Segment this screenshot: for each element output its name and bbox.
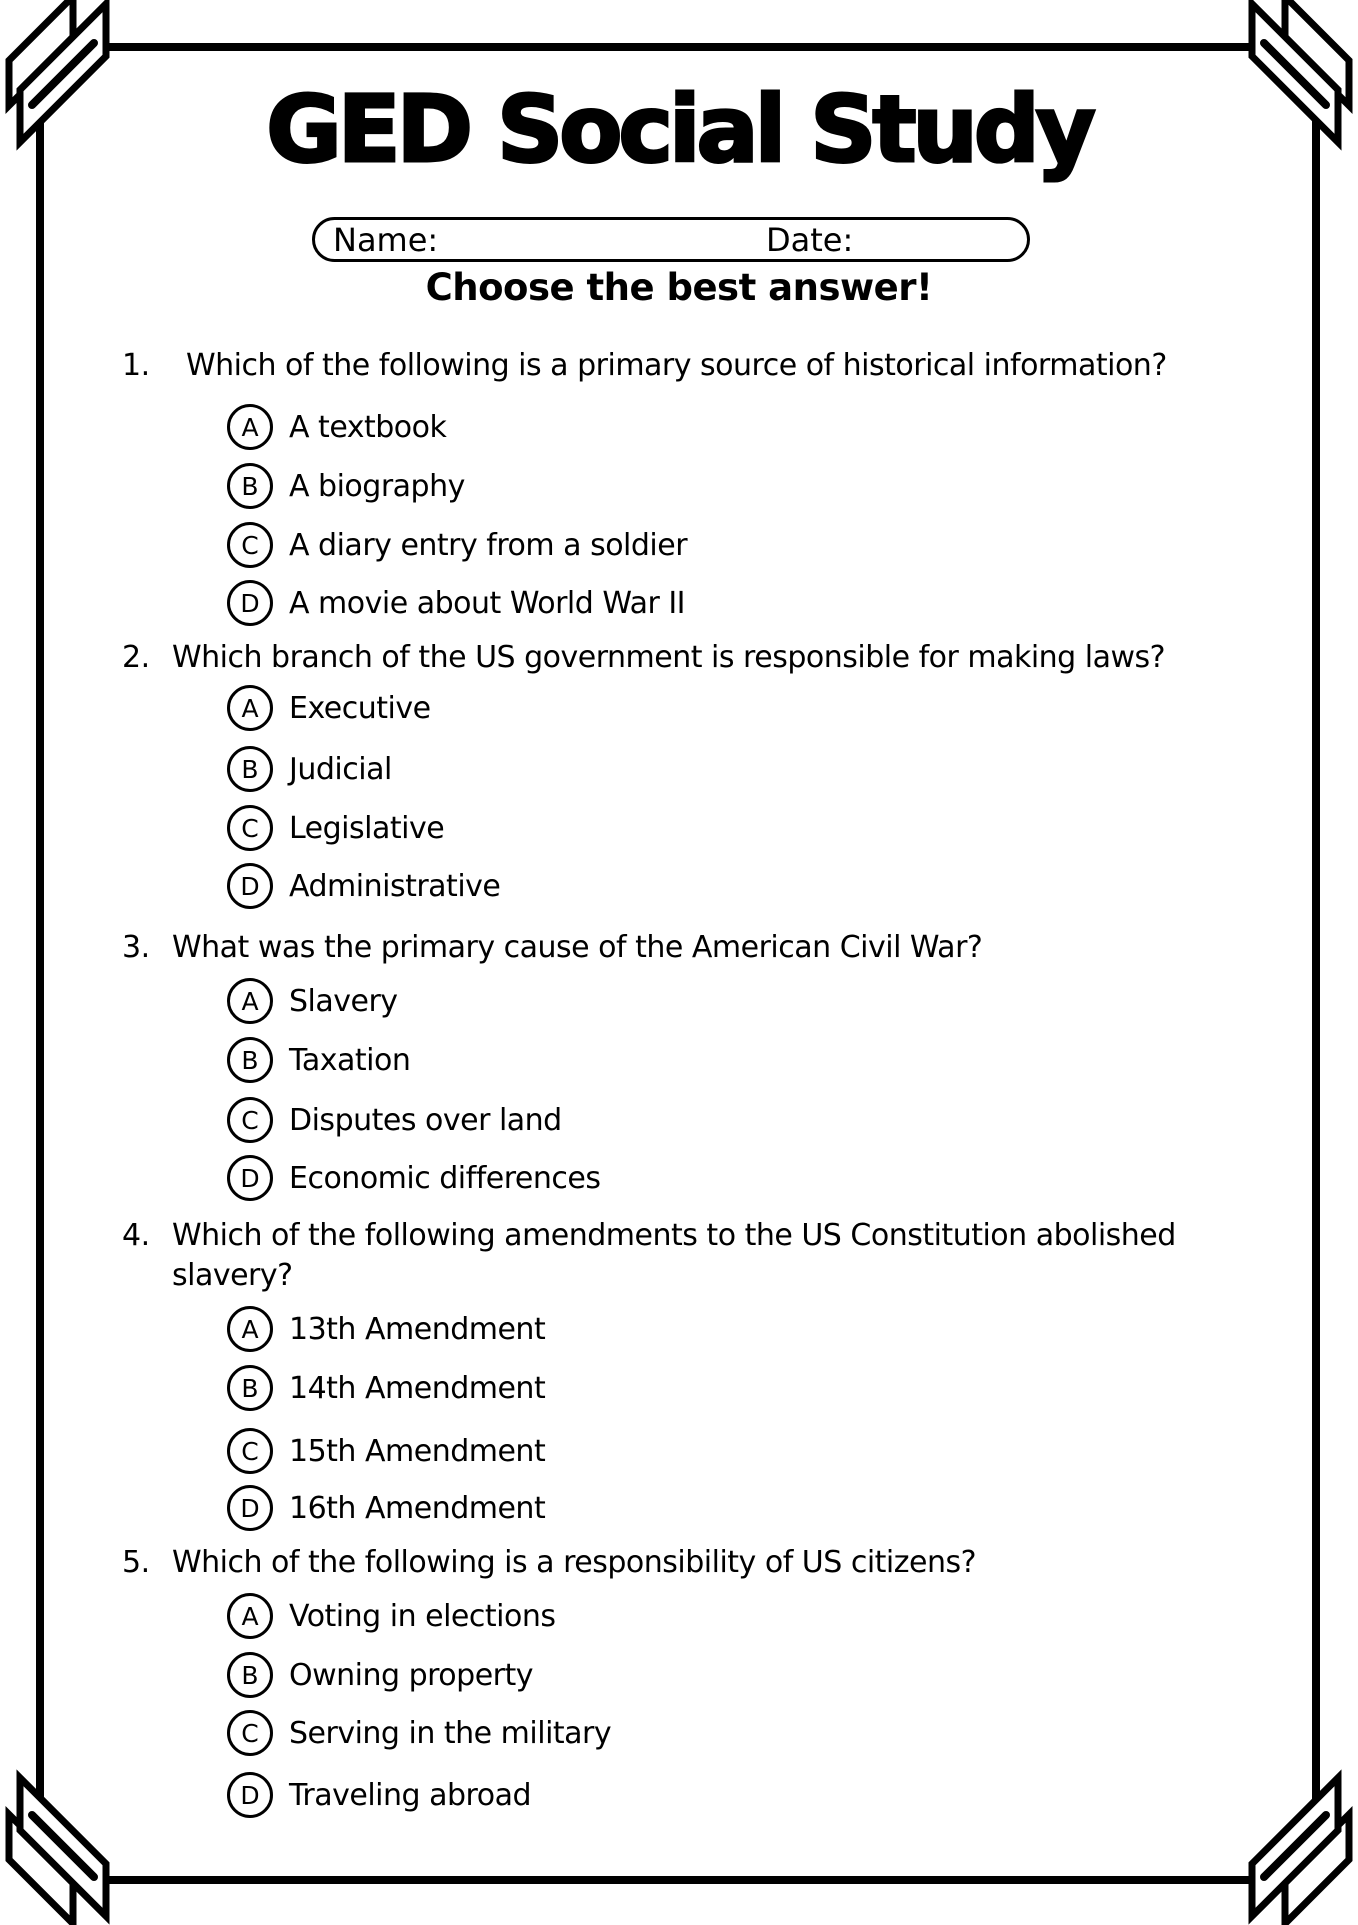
option-row	[227, 746, 392, 792]
option-row	[227, 1428, 545, 1474]
answer-bubble[interactable]: B	[227, 1037, 273, 1083]
option-label: Legislative	[289, 810, 445, 846]
question-text-line2: slavery?	[172, 1258, 293, 1293]
name-label: Name:	[333, 220, 439, 259]
answer-bubble[interactable]: D	[227, 1772, 273, 1818]
answer-bubble[interactable]: C	[227, 1710, 273, 1756]
answer-bubble[interactable]: D	[227, 580, 273, 626]
option-label: Serving in the military	[289, 1715, 612, 1751]
question-text: What was the primary cause of the American Civil War?	[172, 930, 983, 965]
option-row	[227, 805, 444, 851]
answer-bubble[interactable]: D	[227, 863, 273, 909]
answer-bubble[interactable]: D	[227, 1155, 273, 1201]
option-label: 15th Amendment	[289, 1433, 546, 1469]
option-label: 13th Amendment	[289, 1311, 546, 1347]
answer-bubble[interactable]: A	[227, 978, 273, 1024]
answer-bubble[interactable]: C	[227, 805, 273, 851]
date-label: Date:	[766, 220, 854, 259]
worksheet-title: GED Social Study	[266, 76, 1092, 183]
option-label: Executive	[289, 690, 431, 726]
question-text: Which of the following is a responsibility of US citizens?	[172, 1545, 977, 1580]
answer-bubble[interactable]: A	[227, 1593, 273, 1639]
option-label: A diary entry from a soldier	[289, 527, 688, 563]
answer-bubble[interactable]: D	[227, 1485, 273, 1531]
name-date-field	[312, 217, 1030, 262]
option-row	[227, 1037, 410, 1083]
answer-bubble[interactable]: B	[227, 1365, 273, 1411]
option-label: Slavery	[289, 983, 398, 1019]
option-row	[227, 1710, 611, 1756]
question-text: Which of the following amendments to the US Constitution abolished	[172, 1218, 1176, 1253]
option-row	[227, 1306, 545, 1352]
option-label: A movie about World War II	[289, 585, 686, 621]
instruction-text: Choose the best answer!	[425, 266, 933, 309]
option-label: 14th Amendment	[289, 1370, 546, 1406]
option-label: A biography	[289, 468, 465, 504]
option-row	[227, 1652, 533, 1698]
option-row	[227, 1485, 545, 1531]
option-label: Traveling abroad	[289, 1777, 531, 1813]
option-label: Disputes over land	[289, 1102, 562, 1138]
option-label: 16th Amendment	[289, 1490, 546, 1526]
option-row	[227, 1772, 531, 1818]
option-row	[227, 463, 465, 509]
question-text: Which of the following is a primary source of historical information?	[186, 348, 1167, 383]
option-label: Judicial	[289, 751, 392, 787]
option-row	[227, 1365, 545, 1411]
question-number: 2.	[122, 640, 150, 675]
corner-ribbon-icon	[0, 1755, 155, 1925]
option-row	[227, 580, 685, 626]
answer-bubble[interactable]: C	[227, 1428, 273, 1474]
name-blank[interactable]	[438, 220, 1027, 259]
option-row	[227, 404, 446, 450]
option-label: A textbook	[289, 409, 447, 445]
answer-bubble[interactable]: A	[227, 685, 273, 731]
answer-bubble[interactable]: A	[227, 1306, 273, 1352]
question-number: 5.	[122, 1545, 150, 1580]
option-label: Voting in elections	[289, 1598, 556, 1634]
question-number: 1.	[122, 348, 150, 383]
option-row	[227, 1593, 555, 1639]
question-number: 3.	[122, 930, 150, 965]
option-row	[227, 978, 398, 1024]
answer-bubble[interactable]: B	[227, 1652, 273, 1698]
option-label: Taxation	[289, 1042, 411, 1078]
option-row	[227, 1155, 600, 1201]
question-text: Which branch of the US government is responsible for making laws?	[172, 640, 1166, 675]
option-label: Owning property	[289, 1657, 534, 1693]
answer-bubble[interactable]: B	[227, 746, 273, 792]
question-number: 4.	[122, 1218, 150, 1253]
option-row	[227, 863, 500, 909]
corner-ribbon-icon	[1203, 1755, 1358, 1925]
option-row	[227, 685, 431, 731]
option-label: Economic differences	[289, 1160, 601, 1196]
option-label: Administrative	[289, 868, 501, 904]
option-row	[227, 522, 687, 568]
answer-bubble[interactable]: C	[227, 1097, 273, 1143]
answer-bubble[interactable]: B	[227, 463, 273, 509]
answer-bubble[interactable]: C	[227, 522, 273, 568]
answer-bubble[interactable]: A	[227, 404, 273, 450]
option-row	[227, 1097, 562, 1143]
